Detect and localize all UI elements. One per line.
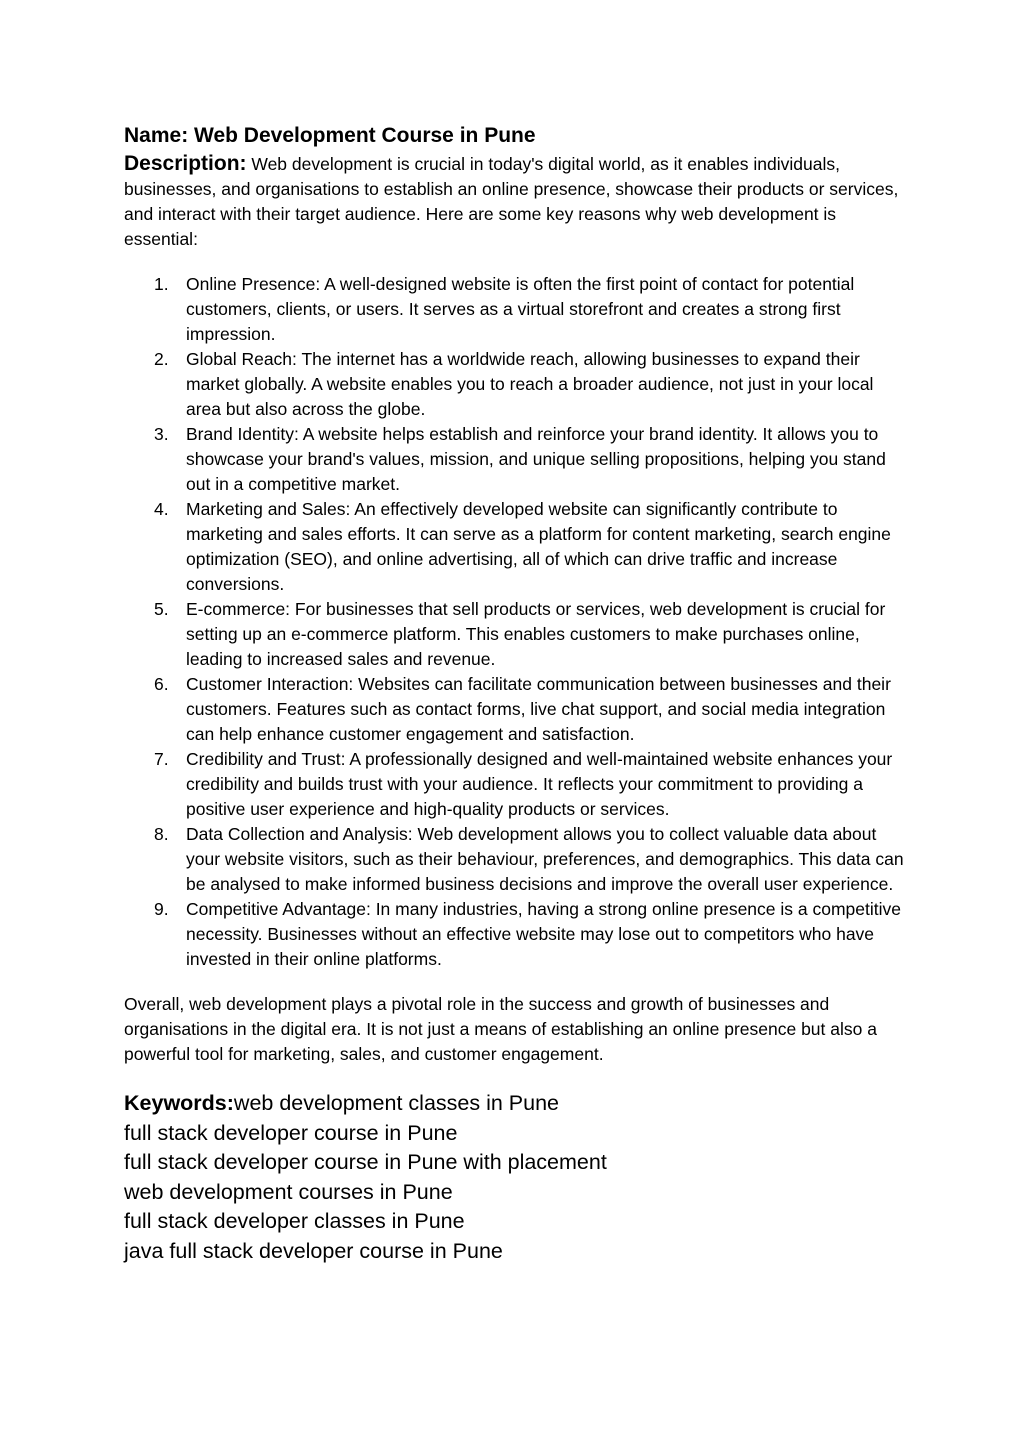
list-item xyxy=(124,897,904,972)
list-item-number: 3. xyxy=(154,424,169,444)
list-item xyxy=(124,347,904,422)
list-item-text: Marketing and Sales: An effectively developed website can significantly contribute to marketing and sales efforts. It can serve as a platform for content marketing, search engine optimization (SEO), and online advertising, all of which can drive traffic and increase conversions. xyxy=(186,499,891,594)
keyword-line: full stack developer classes in Pune xyxy=(124,1209,465,1234)
list-item-text: Competitive Advantage: In many industries, having a strong online presence is a competitive necessity. Businesses without an effective website may lose out to competitors who have invested in their online platforms. xyxy=(186,899,901,969)
list-item-text: Global Reach: The internet has a worldwide reach, allowing businesses to expand their market globally. A website enables you to reach a broader audience, not just in your local area but also across the globe. xyxy=(186,349,874,419)
list-item-number: 5. xyxy=(154,599,169,619)
keyword-line: full stack developer course in Pune xyxy=(124,1120,458,1145)
description-paragraph xyxy=(124,151,904,252)
list-item xyxy=(124,497,904,597)
list-item-number: 8. xyxy=(154,824,169,844)
description-text: Web development is crucial in today's digital world, as it enables individuals, businesses, and organisations to establish an online presence, showcase their products or services, and interact with their target audience. Here are some key reasons why web development is essential: xyxy=(124,154,899,249)
list-item xyxy=(124,597,904,672)
list-item-number: 6. xyxy=(154,674,169,694)
keyword-line xyxy=(124,1089,904,1119)
document-title: Name: Web Development Course in Pune xyxy=(124,124,536,147)
list-item-number: 1. xyxy=(154,274,169,294)
overall-paragraph: Overall, web development plays a pivotal role in the success and growth of businesses and organisations in the digital era. It is not just a means of establishing an online presence but also a powerful tool for marketing, sales, and customer engagement. xyxy=(124,994,877,1064)
keywords-label: Keywords: xyxy=(124,1091,234,1115)
list-item-text: Online Presence: A well-designed website is often the first point of contact for potential customers, clients, or users. It serves as a virtual storefront and creates a strong first impression. xyxy=(186,274,855,344)
list-item-text: Data Collection and Analysis: Web development allows you to collect valuable data about your website visitors, such as their behaviour, preferences, and demographics. This data can be analysed to make informed business decisions and improve the overall user experience. xyxy=(186,824,904,894)
reasons-list xyxy=(124,272,904,972)
list-item xyxy=(124,272,904,347)
keyword-text: web development classes in Pune xyxy=(233,1091,560,1115)
keyword-line: full stack developer course in Pune with placement xyxy=(124,1150,607,1175)
list-item xyxy=(124,422,904,497)
list-item-number: 4. xyxy=(154,499,169,519)
list-item-number: 2. xyxy=(154,349,169,369)
description-label: Description: xyxy=(124,152,247,175)
list-item-text: Brand Identity: A website helps establish and reinforce your brand identity. It allows you to showcase your brand's values, mission, and unique selling propositions, helping you stand out in a competitive market. xyxy=(186,424,886,494)
list-item-number: 9. xyxy=(154,899,169,919)
list-item-text: E-commerce: For businesses that sell products or services, web development is crucial for setting up an e-commerce platform. This enables customers to make purchases online, leading to increased sales and revenue. xyxy=(186,599,886,669)
list-item xyxy=(124,822,904,897)
keyword-line: java full stack developer course in Pune xyxy=(124,1238,503,1263)
keyword-line: web development courses in Pune xyxy=(124,1179,453,1204)
document-page xyxy=(124,121,904,1267)
list-item xyxy=(124,747,904,822)
keywords-section xyxy=(124,1089,904,1267)
list-item-text: Customer Interaction: Websites can facilitate communication between businesses and their customers. Features such as contact forms, live chat support, and social media integration can help enhance customer engagement and satisfaction. xyxy=(186,674,891,744)
list-item xyxy=(124,672,904,747)
list-item-number: 7. xyxy=(154,749,169,769)
list-item-text: Credibility and Trust: A professionally designed and well-maintained website enhances your credibility and builds trust with your audience. It reflects your commitment to providing a positive user experience and high-quality products or services. xyxy=(186,749,893,819)
